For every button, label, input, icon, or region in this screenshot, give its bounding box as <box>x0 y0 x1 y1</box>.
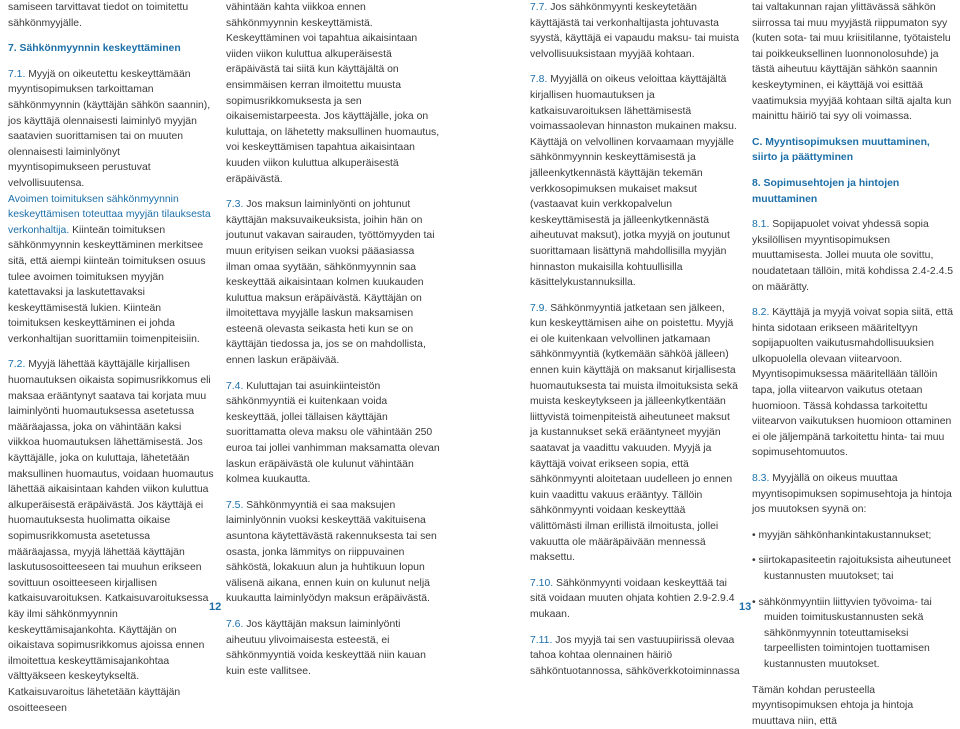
paragraph: 7.8. Myyjällä on oikeus veloittaa käyttäjältä kirjallisen huomautuksen ja katkaisuvaroituksen lähettämisestä voimassaolevan hinnaston mukainen maksu. <box>530 74 737 133</box>
section-heading: 7. Sähkönmyynnin keskeyttäminen <box>8 43 181 55</box>
paragraph: Tämän kohdan perusteella myyntisopimuksen ehtoja ja hintoja muuttava niin, että <box>752 684 914 727</box>
list-item: • sähkönmyyntiin liittyvien työvoima- tai muiden toimituskustannusten sekä sähkönmyynnin toteuttamiseksi tarpeellisten toimintojen tuottamisen kustannusten muutokset. <box>752 596 932 670</box>
clause-number: 7.1. <box>8 68 26 80</box>
highlighted-text: Avoimen toimituksen sähkönmyynnin keskeyttämisen toteuttaa myyjän tilauksesta verkonhaltija. <box>8 193 211 236</box>
column-1 <box>8 0 214 716</box>
clause-number: 7.9. <box>530 302 548 314</box>
paragraph: samiseen tarvittavat tiedot on toimitettu sähkönmyyjälle. <box>8 2 189 29</box>
paragraph: 7.3. Jos maksun laiminlyönti on johtunut käyttäjän maksuvaikeuksista, joihin hän on joutunut vakavan sairauden, työttömyyden tai muun erityisen seikan vuoksi pääasiassa ilman omaa syytään, sähkönmyynnin saa keskeyttää aikaisintaan kolmen kuukauden kuluttua maksun eräpäivästä. Käyttäjän on ilmoitettava myyjälle laskun maksamisen esteenä olevasta seikasta heti kun se on käyttäjän tiedossa ja, jos se on mahdollista, ennen laskun eräpäivää. <box>226 199 435 367</box>
list-item: • myyjän sähkönhankintakustannukset; <box>752 529 932 541</box>
section-heading: C. Myyntisopimuksen muuttaminen, siirto ja päättyminen <box>752 136 930 164</box>
clause-number: 8.3. <box>752 473 770 485</box>
clause-number: 7.4. <box>226 380 244 392</box>
paragraph: tai valtakunnan rajan ylittävässä sähkön siirrossa tai muu myyjästä riippumaton syy (kuten sota- tai muu kriisitilanne, työtaistelu tai poikkeuksellinen luonnonolosuhde) ja tästä aiheutuu käyttäjän sähkön saannin keskeytyminen, ei käyttäjä voi esittää vaatimuksia myyjää kohtaan siltä ajalta kun mainittu häiriö tai syy oli voimassa. <box>752 2 952 123</box>
paragraph: 7.9. Sähkönmyyntiä jatketaan sen jälkeen, kun keskeyttämisen aihe on poistettu. Myyjä ei ole kuitenkaan velvollinen jatkamaan sähkönmyyntiä (kytkemään sähköä jälleen) ennen kuin käyttäjä on maksanut kirjallisesta huomautuksesta tai muista ilmoituksista sekä muista keskeytykseen ja jälleenkytkentään liittyvistä toimenpiteistä aiheutuneet maksut ja kustannukset sekä erääntyneet myyjän saatavat ja vaadittu vakuuden. Myyjä ja käyttäjä voivat erikseen sopia, että sähkönmyynti aloitetaan uudelleen jo ennen kuin vaadittu vakuus erääntyy. Tällöin sähkönmyynti voidaan keskeyttää välittömästi ilman erillistä ilmoitusta, jollei vakuutta ole määräpäivään mennessä maksettu. <box>530 302 738 564</box>
clause-number: 7.11. <box>530 634 553 646</box>
clause-number: 7.7. <box>530 2 548 13</box>
section-heading: 8. Sopimusehtojen ja hintojen muuttaminen <box>752 177 900 205</box>
clause-number: 7.2. <box>8 359 26 371</box>
paragraph: 7.7. Jos sähkönmyynti keskeytetään käyttäjästä tai verkonhaltijasta johtuvasta syystä, käyttäjä ei vapaudu maksu- tai muista velvollisuuksistaan myyjää kohtaan. <box>530 2 740 60</box>
paragraph: Käyttäjä on velvollinen korvaamaan myyjälle sähkönmyynnin keskeyttämisestä ja jälleenkytkennästä käyttäjän tekemän verkkosopimuksen mukaiset maksut (vastaavat kuin verkkopalvelun keskeyttämisestä ja jälleenkytkennästä aiheutuvat maksut), jotka myyjä on joutunut suorittamaan lisättynä mahdollisilla myyjän hinnaston mukaisilla kohtuullisilla käsittelykustannuksilla. <box>530 136 734 289</box>
paragraph: 7.5. Sähkönmyyntiä ei saa maksujen laiminlyönnin vuoksi keskeyttää vakituisena asuntona käytettävästä rakennuksesta tai sen osasta, jonka lämmitys on riippuvainen sähköstä, lokakuun alun ja huhtikuun lopun välisenä aikana, ennen kuin on kulunut neljä kuukautta laiminlyödyn maksun eräpäivästä. <box>226 499 437 605</box>
column-4 <box>752 0 956 729</box>
page-number: 12 <box>209 601 222 613</box>
paragraph: 7.11. Jos myyjä tai sen vastuupiirissä olevaa tahoa kohtaa olennainen häiriö sähköntuotannossa, sähköverkkotoiminnassa <box>530 634 740 677</box>
paragraph: 8.3. Myyjällä on oikeus muuttaa myyntisopimuksen sopimusehtoja ja hintoja jos muutoksen syynä on: <box>752 473 952 516</box>
column-3 <box>530 0 740 679</box>
paragraph: 8.2. Käyttäjä ja myyjä voivat sopia siitä, että hinta sidotaan erikseen määriteltyyn sopijapuolten vaikutusmahdollisuuksien ulkopuolella olevaan viitearvoon. Myyntisopimuksessa määritellään tällöin tapa, jolla viitearvon vaikutus otetaan huomioon. Tässä kohdassa tarkoitettu viitearvon vaikutuksen huomioon ottaminen ei ole jäljempänä tarkoitettu hinta- tai muu sopimusehtomuutos. <box>752 307 953 459</box>
clause-number: 7.8. <box>530 74 548 86</box>
clause-number: 7.5. <box>226 499 244 511</box>
page-left <box>0 0 480 714</box>
clause-number: 7.3. <box>226 199 244 211</box>
paragraph: 7.6. Jos käyttäjän maksun laiminlyönti aiheutuu ylivoimaisesta esteestä, ei sähkönmyyntiä voida keskeyttää niin kauan kuin este vallitsee. <box>226 618 426 677</box>
paragraph: 7.1. Myyjä on oikeutettu keskeyttämään myyntisopimuksen tarkoittaman sähkönmyynnin (käyttäjän sähkön saannin), jos käyttäjä olennaisesti laiminlyö myyjän saatavien suorittamisen tai on muuten olennaisesti laiminlyönyt myyntisopimukseen perustuvat velvollisuutensa. <box>8 68 211 189</box>
list-item: • siirtokapasiteetin rajoituksista aiheutuneet kustannusten muutokset; tai <box>752 555 951 582</box>
paragraph: Avoimen toimituksen sähkönmyynnin keskeyttämisen toteuttaa myyjän tilauksesta verkonhaltija. Kiinteän toimituksen sähkönmyynnin keskeyttäminen merkitsee sitä, että aiempi kiinteän toimituksen osuus tulee avoimen toimituksen myyjän katettavaksi ja laskutettavaksi keskeyttämisestä lukien. Kiinteän toimituksen keskeyttäminen ei johda verkonhaltijan suorittamiin toimenpiteisiin. <box>8 193 211 345</box>
column-2 <box>226 0 440 679</box>
page-number: 13 <box>739 601 752 613</box>
clause-number: 7.6. <box>226 618 244 630</box>
paragraph: 7.2. Myyjä lähettää käyttäjälle kirjallisen huomautuksen oikaista sopimusrikkomus eli maksaa erääntynyt saatava tai korjata muu laiminlyönti huomautuksessa asetetussa määräajassa, joka on vähintään kaksi viikkoa huomautuksen lähettämisestä. Jos käyttäjälle, joka on kuluttaja, lähetetään maksullinen huomautus, voidaan huomautus lähettää aikaisintaan kahden viikon kuluttua alkuperäisestä eräpäivästä. Jos käyttäjä ei huomautuksesta huolimatta oikaise sopimusrikkomusta asetetussa määräajassa, myyjä lähettää käyttäjän laskutusosoitteeseen tai muuhun erikseen sovittuun osoitteeseen kirjallisen katkaisuvaroituksen. Katkaisuvaroituksessa käy ilmi sähkönmyynnin keskeyttämisajankohta. Käyttäjän on oikaistava sopimusrikkomus ajoissa ennen ilmoitettua keskeyttämisajankohtaa välttyäkseen keskeytykseltä. Katkaisuvaroitus lähetetään käyttäjän osoitteeseen <box>8 359 214 714</box>
clause-number: 7.10. <box>530 577 554 589</box>
page-right <box>480 0 960 727</box>
paragraph: 8.1. Sopijapuolet voivat yhdessä sopia yksilöllisen myyntisopimuksen muuttamisesta. Jollei muuta ole sovittu, noudatetaan tällöin, mitä kohdissa 2.4-2.4.5 on määrätty. <box>752 219 954 293</box>
paragraph: 7.10. Sähkönmyynti voidaan keskeyttää tai sitä voidaan muuten ohjata kohtien 2.9-2.9.4 mukaan. <box>530 577 735 620</box>
clause-number: 8.2. <box>752 307 770 319</box>
paragraph: 7.4. Kuluttajan tai asuinkiinteistön sähkönmyyntiä ei kuitenkaan voida keskeyttää, jollei tällaisen käyttäjän suorittamatta oleva maksu ole vähintään 250 euroa tai jollei vanhimman maksamatta olevan laskun eräpäivästä ole kulunut vähintään kolmea kuukautta. <box>226 380 440 486</box>
paragraph: vähintään kahta viikkoa ennen sähkönmyynnin keskeyttämistä. Keskeyttäminen voi tapahtua aikaisintaan viiden viikon kuluttua alkuperäisestä eräpäivästä tai siitä kun käyttäjältä on ensimmäisen kerran ilmoitettu muusta sopimusrikkomuksesta ja sen oikaisemistarpeesta. Jos käyttäjälle, joka on kuluttaja, on lähetetty maksullinen huomautus, voi keskeyttämisen tapahtua aikaisintaan kuuden viikon kuluttua alkuperäisestä eräpäivästä. <box>226 2 440 185</box>
clause-number: 8.1. <box>752 219 770 231</box>
